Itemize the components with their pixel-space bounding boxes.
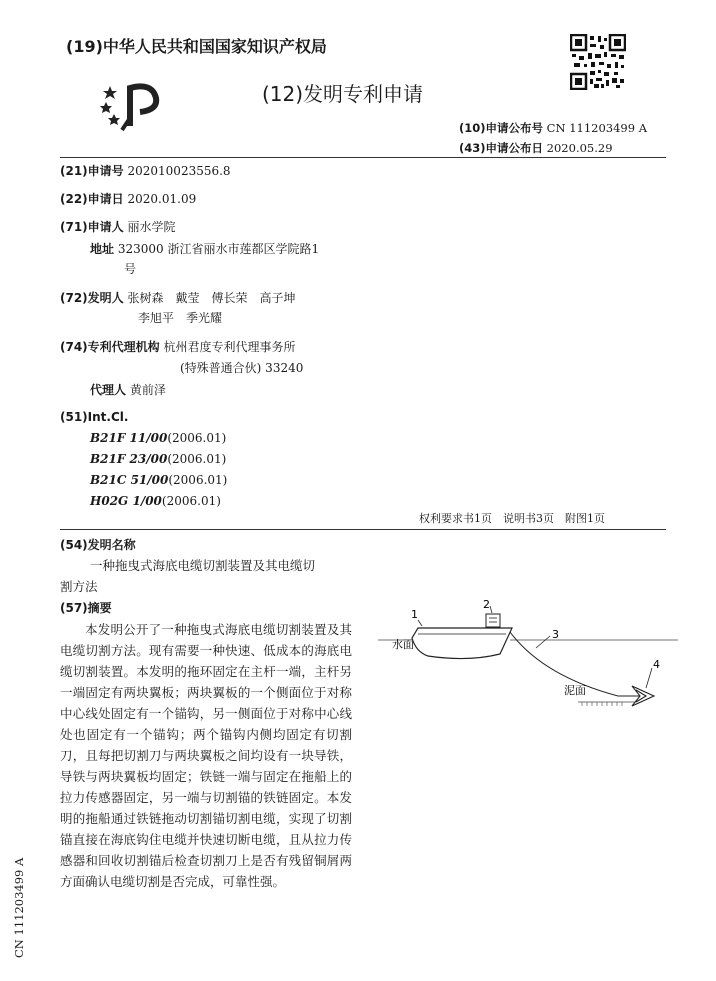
tension-sensor: [486, 614, 500, 627]
invention-title-label: [60, 535, 136, 555]
tow-ship: [412, 628, 512, 659]
applicant-value: 丽水学院: [127, 220, 176, 234]
publication-date-value: 2020.05.29: [546, 141, 613, 155]
int-cl-heading: (51)Int.Cl.: [60, 410, 129, 424]
inventors-line-2: 李旭平 季光耀: [138, 311, 223, 325]
issuing-office: (19)中华人民共和国国家知识产权局: [66, 37, 327, 56]
application-number-value: 202010023556.8: [127, 164, 231, 178]
patent-agency-line-1: 杭州君度专利代理事务所: [163, 340, 296, 354]
int-cl-label: [60, 407, 128, 427]
side-publication-code: CN 111203499 A: [12, 857, 26, 958]
cutting-anchor: [618, 686, 654, 706]
address-label: 地址: [90, 242, 115, 256]
application-number: [60, 161, 231, 181]
ipc-version: (2006.01): [167, 431, 227, 445]
publication-date: [459, 140, 613, 156]
address-line-2: 号: [124, 262, 137, 276]
seabed-label: 泥面: [564, 684, 586, 697]
application-date-value: 2020.01.09: [127, 192, 197, 206]
ipc-version: (2006.01): [168, 473, 228, 487]
application-number-label: (21)申请号: [60, 164, 124, 178]
leader-line: [646, 668, 652, 688]
ipc-classification: [90, 449, 226, 469]
ipc-version: (2006.01): [167, 452, 227, 466]
qr-code: [570, 34, 626, 90]
figure-label: 3: [552, 628, 559, 641]
ipc-code: H02G 1/00: [90, 494, 162, 508]
agent-value: 黄前泽: [129, 383, 166, 397]
cnipa-logo: [100, 74, 170, 136]
invention-title-line-2: 割方法: [60, 579, 98, 594]
inventors-label: (72)发明人: [60, 291, 124, 305]
invention-title-heading: (54)发明名称: [60, 538, 136, 552]
publication-number-label: (10)申请公布号: [459, 121, 544, 135]
ipc-code: B21F 11/00: [90, 431, 168, 445]
applicant-label: (71)申请人: [60, 220, 124, 234]
abstract-figure: [378, 596, 678, 716]
inventors: [60, 288, 296, 308]
publication-number: [459, 120, 647, 136]
publication-number-value: CN 111203499 A: [546, 121, 647, 135]
header-divider: [60, 157, 666, 158]
leader-line: [490, 606, 492, 613]
page-count-summary: 权利要求书1页 说明书3页 附图1页: [419, 512, 605, 525]
publication-date-label: (43)申请公布日: [459, 141, 544, 155]
address: [90, 239, 319, 259]
patent-agency: [60, 337, 296, 357]
figure-label: 4: [653, 658, 660, 671]
figure-label: 1: [411, 608, 418, 621]
ipc-classification: [90, 491, 221, 511]
ipc-code: B21C 51/00: [90, 473, 169, 487]
water-label: 水面: [392, 638, 414, 651]
document-type: (12)发明专利申请: [262, 82, 424, 106]
leader-line: [418, 620, 422, 626]
inventors-line-1: 张树森 戴莹 傅长荣 高子坤: [127, 291, 296, 305]
seabed-hatching: [582, 702, 622, 706]
invention-title-line-1: 一种拖曳式海底电缆切割装置及其电缆切: [90, 558, 316, 573]
abstract-label: [60, 598, 112, 618]
agent-label: 代理人: [90, 383, 127, 397]
agent: [90, 380, 166, 400]
application-date-label: (22)申请日: [60, 192, 124, 206]
abstract-text: 本发明公开了一种拖曳式海底电缆切割装置及其电缆切割方法。现有需要一种快速、低成本的海底电缆切割装置。本发明的拖环固定在主杆一端，主杆另一端固定有两块翼板；两块翼板的一个侧面位于对称中心线处固定有一个锚钩，另一侧面位于对称中心线处也固定有一个锚钩；两个锚钩内侧均固定有切割刀，且每把切割刀与两块翼板之间均设有一块导铁，导铁与两块翼板均固定；铁链一端与固定在拖船上的拉力传感器固定，另一端与切割锚的铁链固定。本发明的拖船通过铁链拖动切割锚切割电缆，实现了切割锚直接在海底钩住电缆并快速切断电缆，且从拉力传感器和回收切割锚后检查切割刀上是否有残留铜屑两方面确认电缆切割是否完成，可靠性强。: [60, 622, 352, 889]
abstract-heading: (57)摘要: [60, 601, 112, 615]
patent-agency-line-2: (特殊普通合伙) 33240: [180, 361, 304, 375]
leader-line: [536, 636, 550, 648]
address-line-1: 323000 浙江省丽水市莲都区学院路1: [117, 242, 320, 256]
figure-label: 2: [483, 598, 490, 611]
bib-divider: [60, 529, 666, 530]
ipc-version: (2006.01): [161, 494, 221, 508]
ipc-code: B21F 23/00: [90, 452, 168, 466]
ipc-classification: [90, 470, 227, 490]
ipc-classification: [90, 428, 226, 448]
applicant: [60, 217, 176, 237]
application-date: [60, 189, 196, 209]
patent-agency-label: (74)专利代理机构: [60, 340, 160, 354]
